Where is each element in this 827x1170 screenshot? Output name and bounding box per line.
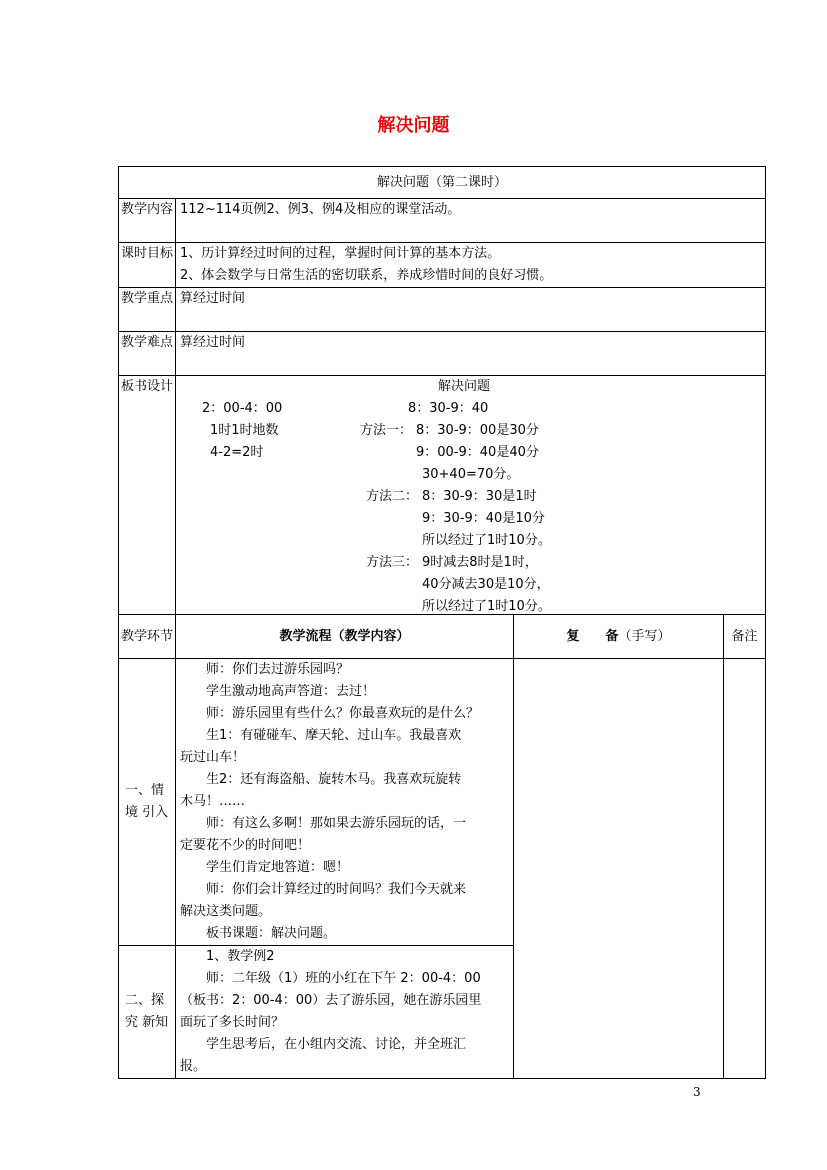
board-left-line: 1时1时地数 [210,423,279,438]
content-label: 教学内容 [119,199,176,243]
method1-label: 方法一： [360,423,413,438]
goal-line: 2、体会数学与日常生活的密切联系，养成珍惜时间的良好习惯。 [180,268,553,283]
dialogue-line: 学生激动地高声答道：去过！ [206,684,376,699]
goals-label: 课时目标 [119,243,176,288]
stage-column-header: 教学环节 [119,615,176,659]
key-label: 教学重点 [119,288,176,332]
dialogue-line: 生1：有碰碰车、摩天轮、过山车。我最喜欢 [206,728,462,743]
board-right-head: 8：30-9：40 [408,401,489,416]
dialogue-line: 师：游乐园里有些什么？你最喜欢玩的是什么？ [206,706,480,721]
method2-line: 所以经过了1时10分。 [422,533,551,548]
remark-column-header: 备注 [724,615,766,659]
dialogue-line: 师：你们去过游乐园吗？ [206,662,350,677]
prep-column-header [514,615,724,659]
dialogue-line: 学生们肯定地答道：嗯！ [206,860,350,875]
dialogue-line: 1、教学例2 [206,949,275,964]
goal-line: 1、历计算经过时间的过程，掌握时间计算的基本方法。 [180,246,501,261]
prep-title: 复 备 [566,628,619,644]
prep-note: （手写） [618,628,671,644]
board-left-line: 4-2=2时 [210,445,264,460]
dialogue-line: 学生思考后，在小组内交流、讨论，并全班汇 [206,1037,467,1052]
dialogue-line: 师：二年级（1）班的小红在下午 2：00-4：00 [206,971,481,986]
method1-line: 9：00-9：40是40分 [416,445,539,460]
dialogue-line: 定要花不少的时间吧！ [180,838,311,853]
dialogue-line: 木马！…… [180,794,246,809]
section2-label: 二、探究 新知 [119,946,176,1079]
section2-content [176,946,514,1079]
dialogue-line: 板书课题：解决问题。 [206,926,337,941]
dialogue-line: 面玩了多长时间？ [180,1015,285,1030]
dialogue-line: 报。 [180,1059,207,1074]
board-left-line: 2：00-4：00 [202,401,283,416]
section1-content [176,659,514,946]
dialogue-line: 解决这类问题。 [180,904,272,919]
dialogue-line: （板书：2：00-4：00）去了游乐园，她在游乐园里 [180,993,482,1008]
remark-cell [724,659,766,1079]
section1-label: 一、情境 引入 [119,659,176,946]
board-design [176,376,766,615]
page-number: 3 [693,1085,701,1099]
dialogue-line: 师：有这么多啊！那如果去游乐园玩的话，一 [206,816,467,831]
method1-line: 30+40=70分。 [422,467,520,482]
dialogue-line: 生2：还有海盗船、旋转木马。我喜欢玩旋转 [206,772,462,787]
lesson-header: 解决问题（第二课时） [119,167,766,199]
difficulty-text: 算经过时间 [176,332,766,376]
dialogue-line: 师：你们会计算经过的时间吗？我们今天就来 [206,882,467,897]
prep-cell [514,659,724,1079]
method2-line: 8：30-9：30是1时 [422,489,537,504]
method2-line: 9：30-9：40是10分 [422,511,545,526]
key-text: 算经过时间 [176,288,766,332]
content-text: 112~114页例2、例3、例4及相应的课堂活动。 [176,199,766,243]
board-label: 板书设计 [119,376,176,615]
goals-text [176,243,766,288]
method3-line: 所以经过了1时10分。 [422,599,551,614]
difficulty-label: 教学难点 [119,332,176,376]
dialogue-line: 玩过山车！ [180,750,246,765]
method3-line: 9时减去8时是1时， [422,555,538,570]
method3-line: 40分减去30是10分， [422,577,550,592]
method3-label: 方法三： [366,555,419,570]
document-title: 解决问题 [377,115,450,136]
method1-line: 8：30-9：00是30分 [416,423,539,438]
lesson-plan-table [118,166,766,1079]
method2-label: 方法二： [366,489,419,504]
board-title: 解决问题 [438,379,491,394]
flow-column-header: 教学流程（教学内容） [176,615,514,659]
